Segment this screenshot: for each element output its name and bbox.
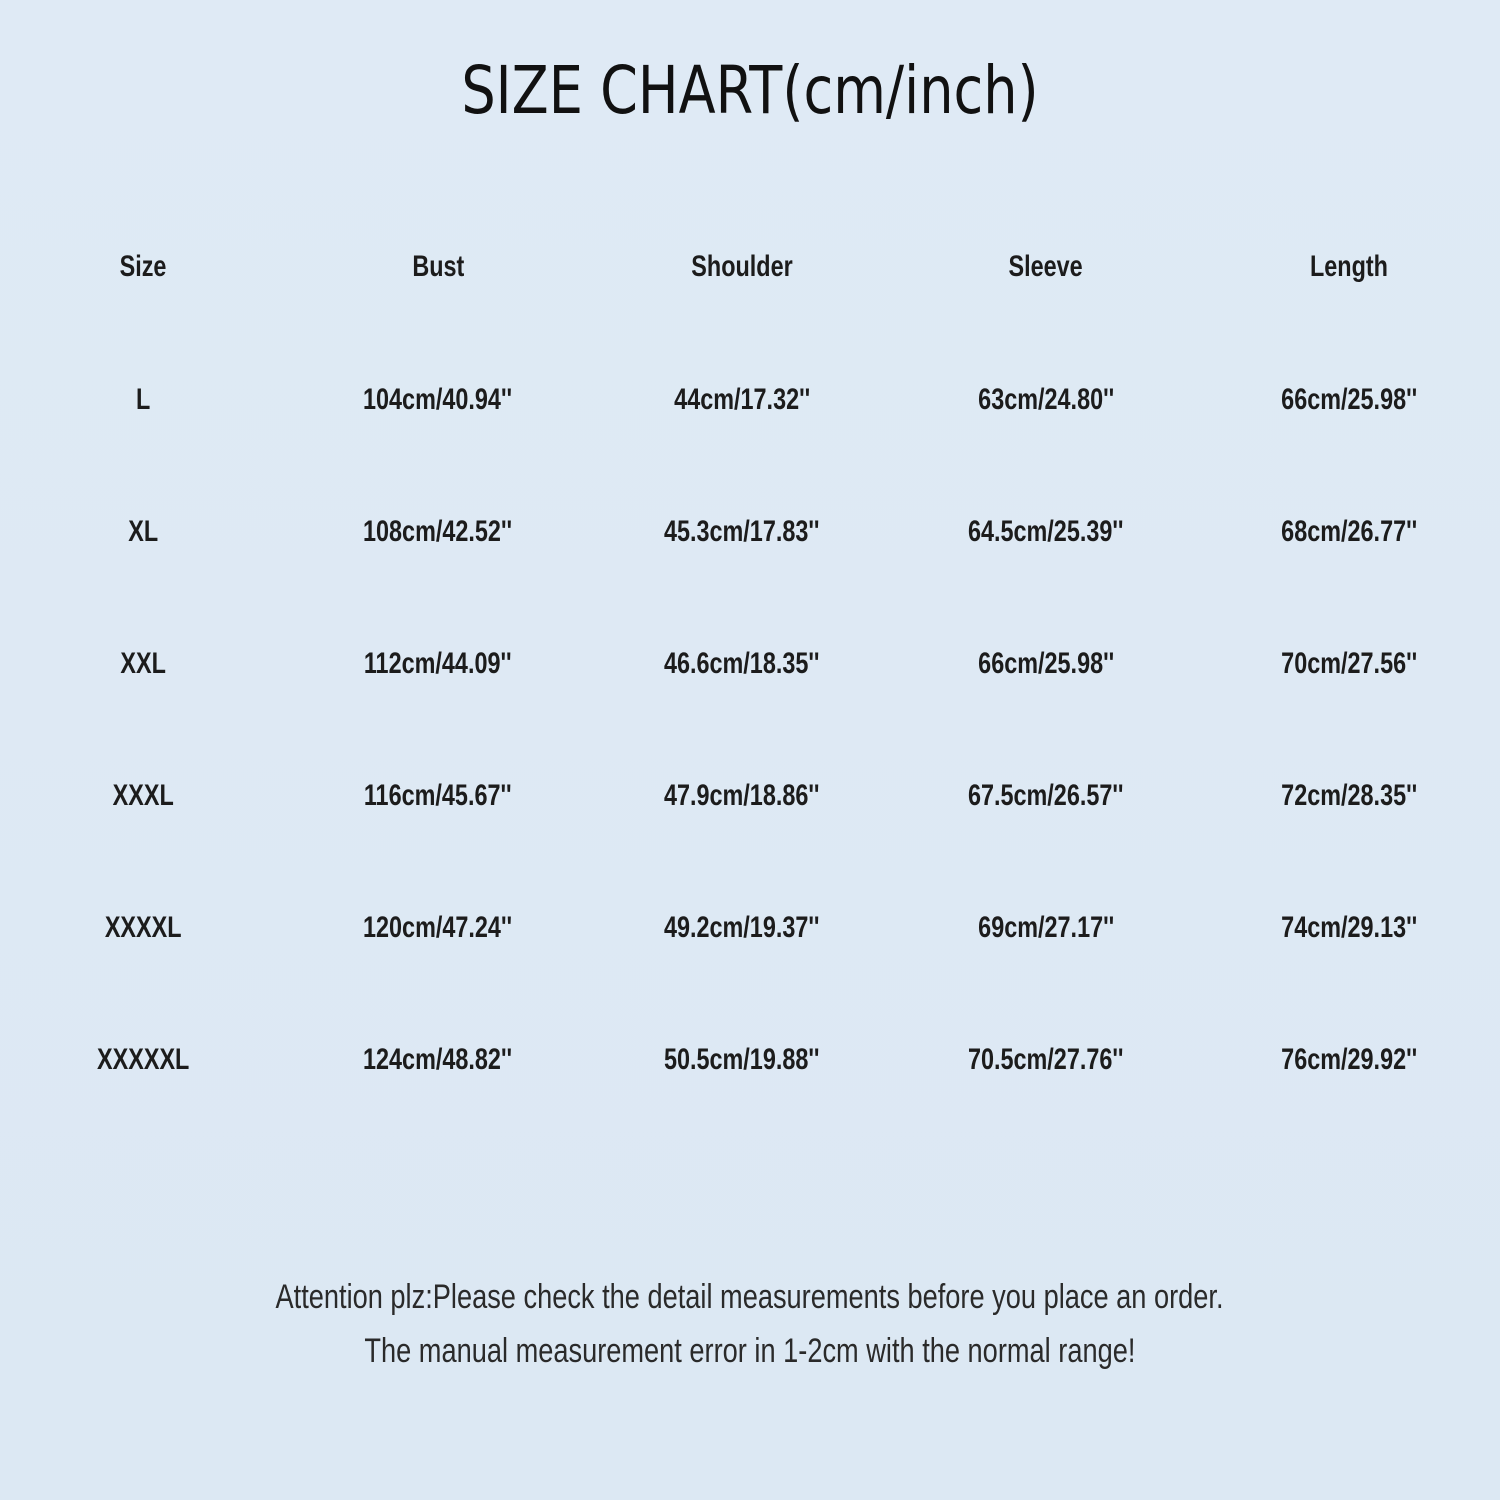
cell-shoulder: [590, 334, 894, 466]
cell-text: XL: [128, 515, 158, 548]
cell-bust: [286, 334, 590, 466]
cell-shoulder: [590, 598, 894, 730]
cell-length: [1198, 334, 1500, 466]
header-size-label: Size: [119, 250, 167, 283]
header-bust: [286, 200, 590, 334]
size-chart-title: SIZE CHART(cm/inch): [461, 52, 1039, 129]
cell-text: 69cm/27.17'': [977, 911, 1115, 944]
cell-sleeve: [894, 466, 1198, 598]
cell-size: [0, 730, 286, 862]
measurement-error-note: [0, 1332, 1500, 1371]
table-header-row: [0, 200, 1500, 334]
cell-length: [1198, 730, 1500, 862]
cell-shoulder: [590, 730, 894, 862]
cell-text: 47.9cm/18.86'': [664, 779, 820, 812]
cell-length: [1198, 598, 1500, 730]
attention-note-text: Attention plz:Please check the detail measurements before you place an order.: [275, 1278, 1225, 1316]
cell-text: XXXXL: [104, 911, 182, 944]
cell-text: 67.5cm/26.57'': [968, 779, 1124, 812]
header-shoulder: [590, 200, 894, 334]
cell-sleeve: [894, 862, 1198, 994]
cell-text: 116cm/45.67'': [364, 779, 512, 812]
cell-size: [0, 994, 286, 1126]
header-sleeve: [894, 200, 1198, 334]
cell-text: 50.5cm/19.88'': [664, 1043, 820, 1076]
cell-text: 104cm/40.94'': [363, 383, 513, 416]
cell-text: 120cm/47.24'': [363, 911, 513, 944]
cell-text: L: [135, 383, 151, 416]
cell-shoulder: [590, 994, 894, 1126]
cell-text: 66cm/25.98'': [1280, 383, 1418, 416]
table-row: [0, 334, 1500, 466]
measurement-error-note-text: The manual measurement error in 1-2cm with the normal range!: [364, 1332, 1136, 1370]
cell-text: 76cm/29.92'': [1280, 1043, 1418, 1076]
cell-shoulder: [590, 466, 894, 598]
cell-sleeve: [894, 730, 1198, 862]
cell-bust: [286, 466, 590, 598]
cell-bust: [286, 730, 590, 862]
cell-bust: [286, 862, 590, 994]
table-row: [0, 862, 1500, 994]
cell-sleeve: [894, 994, 1198, 1126]
cell-text: 112cm/44.09'': [364, 647, 512, 680]
cell-text: 70cm/27.56'': [1280, 647, 1418, 680]
header-shoulder-label: Shoulder: [691, 250, 793, 283]
cell-text: 72cm/28.35'': [1280, 779, 1418, 812]
table-row: [0, 466, 1500, 598]
cell-bust: [286, 598, 590, 730]
size-chart-table: [0, 200, 1500, 1126]
cell-text: 124cm/48.82'': [363, 1043, 513, 1076]
header-bust-label: Bust: [411, 250, 464, 283]
cell-bust: [286, 994, 590, 1126]
cell-text: XXXXXL: [96, 1043, 190, 1076]
table-row: [0, 730, 1500, 862]
cell-text: 66cm/25.98'': [977, 647, 1115, 680]
cell-sleeve: [894, 598, 1198, 730]
cell-text: 64.5cm/25.39'': [968, 515, 1124, 548]
cell-length: [1198, 466, 1500, 598]
header-length-label: Length: [1309, 250, 1388, 283]
cell-sleeve: [894, 334, 1198, 466]
cell-text: 44cm/17.32'': [673, 383, 811, 416]
cell-text: 63cm/24.80'': [977, 383, 1115, 416]
cell-text: XXXL: [112, 779, 174, 812]
cell-text: 45.3cm/17.83'': [664, 515, 820, 548]
cell-length: [1198, 862, 1500, 994]
cell-text: 108cm/42.52'': [363, 515, 513, 548]
cell-size: [0, 862, 286, 994]
cell-text: XXL: [120, 647, 166, 680]
cell-text: 49.2cm/19.37'': [664, 911, 820, 944]
header-length: [1198, 200, 1500, 334]
cell-text: 70.5cm/27.76'': [968, 1043, 1124, 1076]
cell-size: [0, 466, 286, 598]
cell-shoulder: [590, 862, 894, 994]
cell-size: [0, 598, 286, 730]
attention-note: [0, 1278, 1500, 1317]
table-row: [0, 994, 1500, 1126]
cell-text: 46.6cm/18.35'': [664, 647, 820, 680]
cell-text: 68cm/26.77'': [1280, 515, 1418, 548]
cell-text: 74cm/29.13'': [1280, 911, 1418, 944]
header-sleeve-label: Sleeve: [1008, 250, 1084, 283]
header-size: [0, 200, 286, 334]
cell-size: [0, 334, 286, 466]
cell-length: [1198, 994, 1500, 1126]
table-row: [0, 598, 1500, 730]
